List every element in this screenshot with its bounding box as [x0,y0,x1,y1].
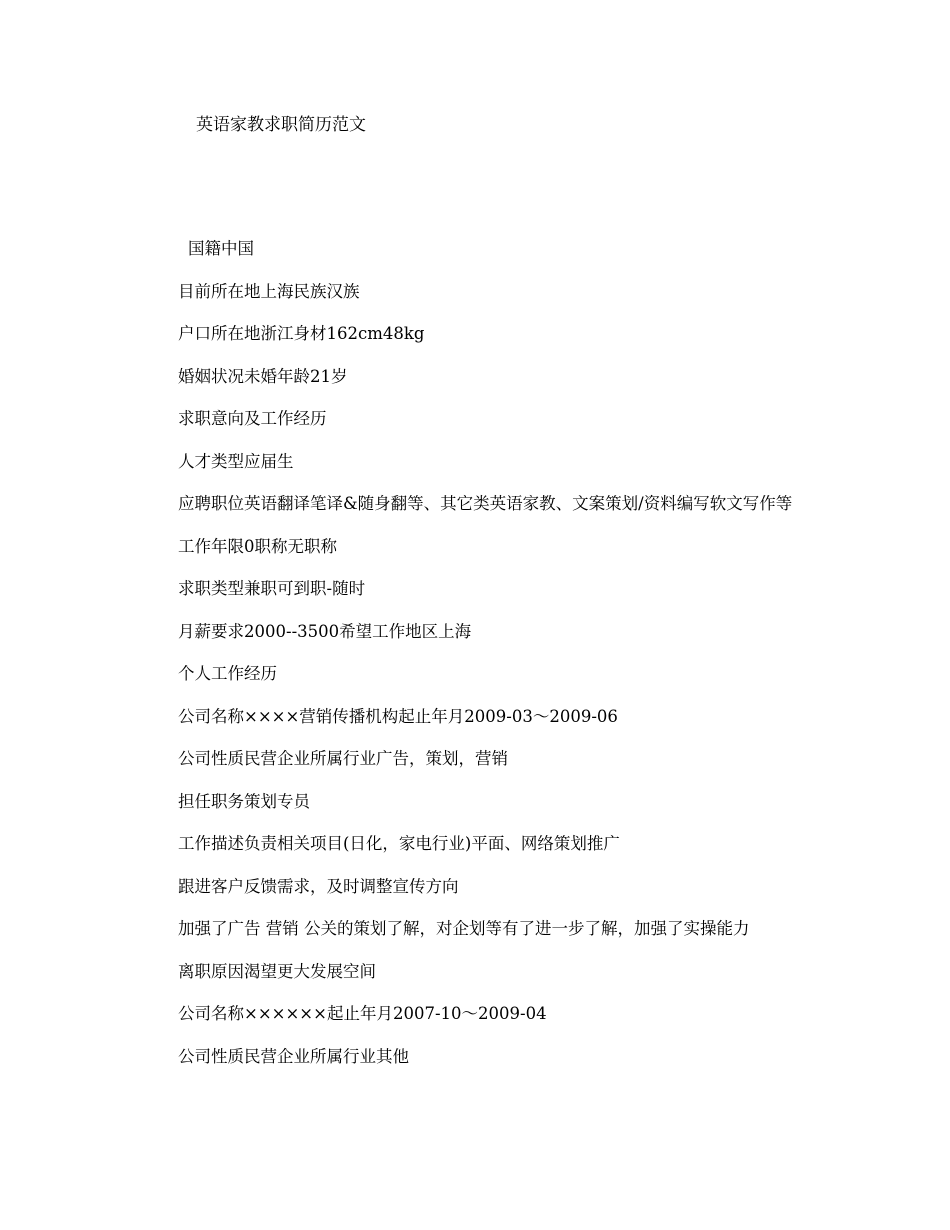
paragraph-nationality: 国籍中国 [188,239,254,258]
paragraph-company-1-nature: 公司性质民营企业所属行业广告，策划，营销 [178,749,508,768]
paragraph-section-experience: 个人工作经历 [178,664,277,683]
paragraph-job-type: 求职类型兼职可到职-随时 [178,579,366,598]
paragraph-section-intent: 求职意向及工作经历 [178,409,327,428]
paragraph-company-1-leave-reason: 离职原因渴望更大发展空间 [178,961,376,981]
paragraph-work-years: 工作年限0职称无职称 [178,536,337,556]
paragraph-company-1-followup: 跟进客户反馈需求，及时调整宣传方向 [178,876,459,896]
paragraph-salary: 月薪要求2000--3500希望工作地区上海 [178,621,472,641]
document-body [142,238,817,1088]
paragraph-hukou-stature: 户口所在地浙江身材162cm48kg [178,324,425,343]
paragraph-position: 应聘职位英语翻译笔译&随身翻等、其它类英语家教、文案策划/资料编写软文写作等 [178,494,793,513]
paragraph-company-1-role: 担任职务策划专员 [178,791,310,811]
paragraph-company-2: 公司名称××××××起止年月2007-10～2009-04 [178,1004,547,1023]
paragraph-company-1-description: 工作描述负责相关项目(日化，家电行业)平面、网络策划推广 [178,834,620,853]
paragraph-marital-age: 婚姻状况未婚年龄21岁 [178,366,348,386]
paragraph-company-1-gains: 加强了广告 营销 公关的策划了解，对企划等有了进一步了解，加强了实操能力 [178,919,750,938]
document-title: 英语家教求职简历范文 [196,115,366,135]
paragraph-talent-type: 人才类型应届生 [178,451,294,471]
paragraph-company-1: 公司名称××××营销传播机构起止年月2009-03～2009-06 [178,706,618,726]
paragraph-location-ethnicity: 目前所在地上海民族汉族 [178,281,360,301]
paragraph-company-2-nature: 公司性质民营企业所属行业其他 [178,1046,409,1066]
